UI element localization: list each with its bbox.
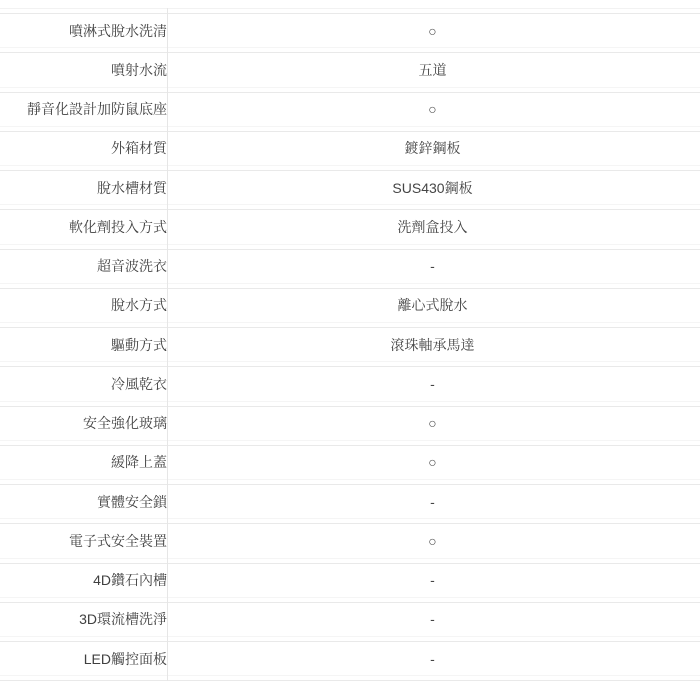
spec-label: 3D環流槽洗淨 bbox=[0, 602, 182, 637]
spec-label: 超音波洗衣 bbox=[0, 249, 182, 284]
table-row bbox=[0, 563, 700, 598]
spec-label: 實體安全鎖 bbox=[0, 484, 182, 519]
column-divider bbox=[167, 8, 168, 681]
table-row bbox=[0, 445, 700, 480]
spec-label: 脫水方式 bbox=[0, 288, 182, 323]
table-row bbox=[0, 327, 700, 362]
table-row bbox=[0, 13, 700, 48]
spec-label: 緩降上蓋 bbox=[0, 445, 182, 480]
table-row bbox=[0, 131, 700, 166]
table-row bbox=[0, 288, 700, 323]
table-row bbox=[0, 602, 700, 637]
spec-value: SUS430鋼板 bbox=[182, 170, 700, 205]
spec-value: 五道 bbox=[182, 52, 700, 87]
spec-value: 離心式脫水 bbox=[182, 288, 700, 323]
spec-value: ○ bbox=[182, 92, 700, 127]
table-row bbox=[0, 484, 700, 519]
table-row bbox=[0, 523, 700, 558]
table-row bbox=[0, 92, 700, 127]
spec-label: 噴射水流 bbox=[0, 52, 182, 87]
table-row bbox=[0, 52, 700, 87]
spec-label: 電子式安全裝置 bbox=[0, 523, 182, 558]
table-row bbox=[0, 209, 700, 244]
spec-table-body bbox=[0, 13, 700, 676]
table-row bbox=[0, 170, 700, 205]
spec-label: 冷風乾衣 bbox=[0, 366, 182, 401]
spec-label: LED觸控面板 bbox=[0, 641, 182, 676]
spec-label: 驅動方式 bbox=[0, 327, 182, 362]
spec-value: - bbox=[182, 249, 700, 284]
spec-label: 安全強化玻璃 bbox=[0, 406, 182, 441]
spec-table bbox=[0, 9, 700, 680]
spec-value: ○ bbox=[182, 445, 700, 480]
spec-label: 噴淋式脫水洗清 bbox=[0, 13, 182, 48]
spec-label: 4D鑽石內槽 bbox=[0, 563, 182, 598]
table-bottom-border bbox=[0, 680, 700, 681]
spec-label: 外箱材質 bbox=[0, 131, 182, 166]
table-row bbox=[0, 366, 700, 401]
spec-label: 軟化劑投入方式 bbox=[0, 209, 182, 244]
spec-value: - bbox=[182, 366, 700, 401]
spec-value: ○ bbox=[182, 523, 700, 558]
spec-value: ○ bbox=[182, 406, 700, 441]
spec-value: 鍍鋅鋼板 bbox=[182, 131, 700, 166]
spec-value: ○ bbox=[182, 13, 700, 48]
spec-value: - bbox=[182, 563, 700, 598]
spec-value: - bbox=[182, 484, 700, 519]
spec-label: 靜音化設計加防鼠底座 bbox=[0, 92, 182, 127]
spec-value: 洗劑盒投入 bbox=[182, 209, 700, 244]
spec-value: 滾珠軸承馬達 bbox=[182, 327, 700, 362]
spec-label: 脫水槽材質 bbox=[0, 170, 182, 205]
spec-value: - bbox=[182, 641, 700, 676]
table-row bbox=[0, 249, 700, 284]
table-row bbox=[0, 406, 700, 441]
spec-value: - bbox=[182, 602, 700, 637]
table-row bbox=[0, 641, 700, 676]
